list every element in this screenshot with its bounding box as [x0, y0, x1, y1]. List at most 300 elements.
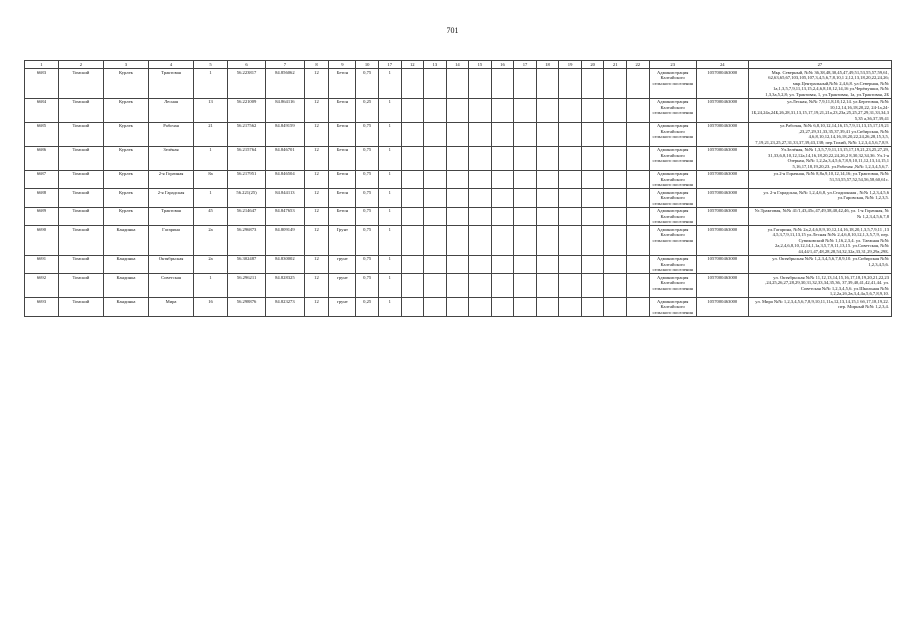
street-cell: Зелёная: [149, 146, 194, 170]
surface-cell: Бетон: [329, 69, 356, 99]
row-number: 6686: [25, 146, 59, 170]
row-number: 6688: [25, 189, 59, 208]
column-header: 24: [696, 61, 748, 69]
empty-cell: [491, 226, 514, 256]
empty-cell: [469, 226, 492, 256]
empty-cell: [469, 146, 492, 170]
street-cell: Рабочая: [149, 122, 194, 146]
empty-cell: [401, 122, 424, 146]
district-cell: Томский: [58, 255, 103, 274]
width-cell: 12: [304, 170, 329, 189]
street-cell: Трактовая: [149, 69, 194, 99]
street-cell: Советская: [149, 274, 194, 298]
table-body: [25, 69, 892, 317]
row-number: 6687: [25, 170, 59, 189]
empty-cell: [514, 255, 537, 274]
column-header: 18: [536, 61, 559, 69]
empty-cell: [446, 298, 469, 317]
column-header: 20: [581, 61, 604, 69]
column-header: 5: [194, 61, 228, 69]
empty-cell: [401, 98, 424, 122]
surface-cell: Бетон: [329, 189, 356, 208]
empty-cell: [604, 170, 627, 189]
empty-cell: [401, 226, 424, 256]
empty-cell: [514, 122, 537, 146]
empty-cell: [469, 274, 492, 298]
table-row: [25, 170, 892, 189]
column-header: 22: [626, 61, 649, 69]
length-cell: 0,25: [356, 98, 379, 122]
house-cell: 45: [194, 207, 228, 226]
street-cell: Гагарина: [149, 226, 194, 256]
empty-cell: [424, 170, 447, 189]
ogrn-cell: 1057000463000: [696, 146, 748, 170]
empty-cell: [514, 170, 537, 189]
empty-cell: [446, 69, 469, 99]
empty-cell: [491, 298, 514, 317]
longitude-cell: 84.844113: [266, 189, 304, 208]
empty-cell: [626, 146, 649, 170]
owner-cell: Администрация Калтайского сельского поселения: [649, 298, 696, 317]
empty-cell: [536, 207, 559, 226]
row-number: 6684: [25, 98, 59, 122]
empty-cell: [559, 298, 582, 317]
width-cell: 12: [304, 98, 329, 122]
empty-cell: [446, 146, 469, 170]
empty-cell: [446, 122, 469, 146]
district-cell: Томский: [58, 98, 103, 122]
column-header: 15: [469, 61, 492, 69]
column-header: 17: [514, 61, 537, 69]
street-cell: Трактовая: [149, 207, 194, 226]
empty-cell: [581, 146, 604, 170]
empty-cell: [446, 207, 469, 226]
district-cell: Томский: [58, 189, 103, 208]
surface-cell: Бетон: [329, 122, 356, 146]
district-cell: Томский: [58, 207, 103, 226]
category-cell: 1: [378, 69, 401, 99]
empty-cell: [604, 98, 627, 122]
table-row: [25, 255, 892, 274]
owner-cell: Администрация Калтайского сельского поселения: [649, 207, 696, 226]
longitude-cell: 84.856062: [266, 69, 304, 99]
settlement-cell: Курлек: [103, 170, 148, 189]
empty-cell: [469, 298, 492, 317]
empty-cell: [581, 189, 604, 208]
width-cell: 12: [304, 207, 329, 226]
column-header: 12: [401, 61, 424, 69]
category-cell: 1: [378, 274, 401, 298]
length-cell: 0,75: [356, 274, 379, 298]
width-cell: 12: [304, 146, 329, 170]
empty-cell: [604, 255, 627, 274]
width-cell: 12: [304, 298, 329, 317]
house-cell: 16: [194, 298, 228, 317]
addresses-cell: ул. Мира №№ 1,2,3,4,5,6,7,8,9,10,11,11а,12,13,14,15,1 6б,17,18,19,22. пер. Мирный №№ 1,2,3,4.: [748, 298, 891, 317]
owner-cell: Администрация Калтайского сельского поселения: [649, 255, 696, 274]
empty-cell: [491, 146, 514, 170]
empty-cell: [536, 122, 559, 146]
empty-cell: [491, 69, 514, 99]
addresses-cell: ул. 2-я Гарадская, №№ 1,2,4,6,8, ул.Стадионная , №№ 1,2,3,4,5,6 ул.Гаровская, №№ 1,2,3,5.: [748, 189, 891, 208]
ogrn-cell: 1057000463000: [696, 255, 748, 274]
longitude-cell: 84.849159: [266, 122, 304, 146]
empty-cell: [581, 122, 604, 146]
empty-cell: [514, 69, 537, 99]
settlement-cell: Курлек: [103, 122, 148, 146]
empty-cell: [491, 189, 514, 208]
column-header: 9: [329, 61, 356, 69]
width-cell: 12: [304, 274, 329, 298]
empty-cell: [446, 189, 469, 208]
column-header: 4: [149, 61, 194, 69]
empty-cell: [424, 298, 447, 317]
column-header: 27: [748, 61, 891, 69]
empty-cell: [626, 189, 649, 208]
table-row: [25, 146, 892, 170]
width-cell: 12: [304, 69, 329, 99]
column-header: 3: [103, 61, 148, 69]
empty-cell: [514, 207, 537, 226]
row-number: 6692: [25, 274, 59, 298]
empty-cell: [604, 207, 627, 226]
empty-cell: [536, 255, 559, 274]
settlement-cell: Кандинка: [103, 255, 148, 274]
empty-cell: [581, 298, 604, 317]
empty-cell: [559, 146, 582, 170]
row-number: 6690: [25, 226, 59, 256]
empty-cell: [401, 146, 424, 170]
settlement-cell: Курлек: [103, 207, 148, 226]
settlement-cell: Кандинка: [103, 298, 148, 317]
addresses-cell: Ул.Зелёная, №№ 1,3,5,7,9,11,13,15,17,19,21,23,25,27,29, 31,33,6,8,10,12,12а,14,16,18,20,22,24,26,2 8,30,32,34,36. Ул.1-я Озерная, №№ 1,2,2а,3,4,5,6,7,8,9,10,11,12,13,14,15,1 5,16,17,18,19,20,23. ул.Рабочая ,№№ 1,2,3,4,5,6,7.: [748, 146, 891, 170]
width-cell: 12: [304, 226, 329, 256]
table-row: [25, 226, 892, 256]
longitude-cell: 84.846504: [266, 170, 304, 189]
empty-cell: [491, 207, 514, 226]
empty-cell: [536, 298, 559, 317]
header-row: [25, 61, 892, 69]
row-number: 6693: [25, 298, 59, 317]
length-cell: 0,75: [356, 122, 379, 146]
house-cell: 2а: [194, 255, 228, 274]
empty-cell: [626, 122, 649, 146]
empty-cell: [401, 207, 424, 226]
category-cell: 1: [378, 146, 401, 170]
settlement-cell: Курлек: [103, 69, 148, 99]
settlement-cell: Курлек: [103, 146, 148, 170]
width-cell: 12: [304, 122, 329, 146]
ogrn-cell: 1057000463000: [696, 298, 748, 317]
owner-cell: Администрация Калтайского сельского поселения: [649, 146, 696, 170]
ogrn-cell: 1057000463000: [696, 189, 748, 208]
table-row: [25, 69, 892, 99]
empty-cell: [581, 170, 604, 189]
empty-cell: [401, 170, 424, 189]
empty-cell: [446, 274, 469, 298]
empty-cell: [581, 226, 604, 256]
empty-cell: [514, 189, 537, 208]
column-header: 10: [356, 61, 379, 69]
empty-cell: [491, 98, 514, 122]
addresses-cell: Ул.Трактовая, №№ 41/1,43,45с,47,49,38,40,42,46, ул. 1-я Горачная, №№ 1,2,3,4,5,6,7,8: [748, 207, 891, 226]
district-cell: Томский: [58, 122, 103, 146]
surface-cell: Бетон: [329, 207, 356, 226]
empty-cell: [626, 226, 649, 256]
longitude-cell: 84.846701: [266, 146, 304, 170]
district-cell: Томский: [58, 226, 103, 256]
settlement-cell: Кандинка: [103, 274, 148, 298]
length-cell: 0,75: [356, 255, 379, 274]
length-cell: 0,75: [356, 226, 379, 256]
column-header: 14: [446, 61, 469, 69]
empty-cell: [536, 98, 559, 122]
table-row: [25, 298, 892, 317]
empty-cell: [626, 298, 649, 317]
empty-cell: [401, 189, 424, 208]
empty-cell: [424, 255, 447, 274]
empty-cell: [581, 255, 604, 274]
house-cell: 21: [194, 122, 228, 146]
street-cell: 2-я Гарадская: [149, 189, 194, 208]
longitude-cell: 84.830002: [266, 255, 304, 274]
row-number: 6685: [25, 122, 59, 146]
empty-cell: [559, 226, 582, 256]
empty-cell: [424, 274, 447, 298]
house-cell: 2а: [194, 226, 228, 256]
latitude-cell: 56.296211: [227, 274, 265, 298]
house-cell: 1: [194, 189, 228, 208]
empty-cell: [536, 146, 559, 170]
empty-cell: [469, 189, 492, 208]
house-cell: 8а: [194, 170, 228, 189]
empty-cell: [469, 122, 492, 146]
column-header: 16: [491, 61, 514, 69]
owner-cell: Администрация Калтайского сельского поселения: [649, 122, 696, 146]
longitude-cell: 84.847653: [266, 207, 304, 226]
latitude-cell: 56.217562: [227, 122, 265, 146]
addresses-cell: ул.2-я Горачная, №№ 8,8а,9,10,12,14,16; ул.Трактовая, №№ 51,53,55,57,52,54,56,58,60,61с.: [748, 170, 891, 189]
latitude-cell: 56.223817: [227, 69, 265, 99]
empty-cell: [626, 170, 649, 189]
addresses-cell: ул. Октябрьская №№ 1,2,3,4,5,6,7,8,9,10. ул.Сибирская №№ 1,2,3,4,5,6.: [748, 255, 891, 274]
ogrn-cell: 1057000463000: [696, 226, 748, 256]
empty-cell: [424, 122, 447, 146]
table-row: [25, 207, 892, 226]
category-cell: 1: [378, 170, 401, 189]
street-cell: Лесная: [149, 98, 194, 122]
empty-cell: [424, 98, 447, 122]
column-header: 13: [424, 61, 447, 69]
empty-cell: [491, 274, 514, 298]
owner-cell: Администрация Калтайского сельского поселения: [649, 69, 696, 99]
empty-cell: [559, 274, 582, 298]
empty-cell: [446, 255, 469, 274]
column-header: 17: [378, 61, 401, 69]
empty-cell: [581, 207, 604, 226]
empty-cell: [514, 98, 537, 122]
surface-cell: грунт: [329, 298, 356, 317]
empty-cell: [424, 146, 447, 170]
length-cell: 0,25: [356, 298, 379, 317]
category-cell: 1: [378, 122, 401, 146]
district-cell: Томский: [58, 274, 103, 298]
category-cell: 1: [378, 298, 401, 317]
column-header: 6: [227, 61, 265, 69]
empty-cell: [401, 255, 424, 274]
empty-cell: [581, 69, 604, 99]
category-cell: 1: [378, 226, 401, 256]
empty-cell: [536, 274, 559, 298]
empty-cell: [424, 226, 447, 256]
empty-cell: [491, 255, 514, 274]
house-cell: 1: [194, 274, 228, 298]
ogrn-cell: 1057000463000: [696, 170, 748, 189]
length-cell: 0,75: [356, 207, 379, 226]
empty-cell: [424, 69, 447, 99]
empty-cell: [514, 226, 537, 256]
empty-cell: [559, 122, 582, 146]
row-number: 6683: [25, 69, 59, 99]
empty-cell: [604, 226, 627, 256]
latitude-cell: 56.221(25): [227, 189, 265, 208]
empty-cell: [604, 298, 627, 317]
table-row: [25, 122, 892, 146]
empty-cell: [626, 255, 649, 274]
empty-cell: [491, 122, 514, 146]
surface-cell: Бетон: [329, 98, 356, 122]
empty-cell: [469, 98, 492, 122]
column-header: 19: [559, 61, 582, 69]
empty-cell: [626, 69, 649, 99]
empty-cell: [581, 274, 604, 298]
length-cell: 0,75: [356, 146, 379, 170]
column-header: 1: [25, 61, 59, 69]
addresses-cell: Мкр. Северный, №№ 36,38,48,30,45,47,49,51,53,55,57,59,61, 62,63,65,67,103,105,107,3,4,5,6,7,8,10,1 2,12,13,18,20,22,24,26; мкр.Центральный,№№ 2,4,6,8. ул.Северная, №№ 1а,1,3,5,7,9,11,13,15,2,4,6,8,10,12,14,16 ул.Черёмушки, №№ 1,3,3а,5,2,8; ул. Трактовая, 1, ул.Трактовая, 1а, ул.Трактовая, 2Б: [748, 69, 891, 99]
length-cell: 0,75: [356, 170, 379, 189]
length-cell: 0,75: [356, 69, 379, 99]
category-cell: 1: [378, 255, 401, 274]
category-cell: 1: [378, 189, 401, 208]
empty-cell: [536, 189, 559, 208]
settlement-cell: Курлек: [103, 189, 148, 208]
empty-cell: [446, 98, 469, 122]
empty-cell: [559, 98, 582, 122]
latitude-cell: 56.296873: [227, 226, 265, 256]
ogrn-cell: 1057000463000: [696, 274, 748, 298]
street-cell: 2-я Горачная: [149, 170, 194, 189]
owner-cell: Администрация Калтайского сельского поселения: [649, 274, 696, 298]
empty-cell: [424, 189, 447, 208]
longitude-cell: 84.828325: [266, 274, 304, 298]
empty-cell: [514, 298, 537, 317]
empty-cell: [491, 170, 514, 189]
empty-cell: [559, 207, 582, 226]
addresses-cell: ул.Рабочая, №№ 6,8,10,12,14,16,15,7,9,11,13,15,17,19,21 ,23,27,29,31,33,35,37,39,41 ул.Сибирская, №№ 4,6,8,10,12,14,16,18,20,22,24,26,28,15,3,5, 7,19,21,23,25,27,31,33,37,39,43,138; пер.Тихий, №№ 1,2,3,4,5,6,7,8,9.: [748, 122, 891, 146]
house-cell: 1: [194, 146, 228, 170]
house-cell: 13: [194, 98, 228, 122]
empty-cell: [446, 170, 469, 189]
latitude-cell: 56.221009: [227, 98, 265, 122]
empty-cell: [604, 69, 627, 99]
surface-cell: грунт: [329, 255, 356, 274]
column-header: 8: [304, 61, 329, 69]
empty-cell: [604, 122, 627, 146]
empty-cell: [536, 226, 559, 256]
latitude-cell: 56.215764: [227, 146, 265, 170]
column-header: 2: [58, 61, 103, 69]
empty-cell: [469, 170, 492, 189]
page-number: 701: [446, 26, 459, 35]
empty-cell: [536, 69, 559, 99]
latitude-cell: 56.298876: [227, 298, 265, 317]
width-cell: 12: [304, 189, 329, 208]
empty-cell: [401, 298, 424, 317]
category-cell: 1: [378, 207, 401, 226]
owner-cell: Администрация Калтайского сельского поселения: [649, 98, 696, 122]
settlement-cell: Кандинка: [103, 226, 148, 256]
empty-cell: [626, 98, 649, 122]
empty-cell: [469, 207, 492, 226]
table-row: [25, 274, 892, 298]
surface-cell: Бетон: [329, 170, 356, 189]
empty-cell: [424, 207, 447, 226]
empty-cell: [514, 146, 537, 170]
ogrn-cell: 1057000463000: [696, 207, 748, 226]
row-number: 6689: [25, 207, 59, 226]
column-header: 23: [649, 61, 696, 69]
surface-cell: грунт: [329, 274, 356, 298]
surface-cell: Бетон: [329, 146, 356, 170]
empty-cell: [469, 69, 492, 99]
street-cell: Мира: [149, 298, 194, 317]
empty-cell: [581, 98, 604, 122]
latitude-cell: 56.214647: [227, 207, 265, 226]
empty-cell: [536, 170, 559, 189]
addresses-cell: ул.Гагарина, №№ 2а,2,4,6,8,9,10,12,14,16,18,20,1,3,5,7,9,11 ,13 4,5,3,7,9,11,13,15 ул.Лесная №№ 2,4,6,8,10,12,1,3,5,7,9, пер. Сувиковский №№ 1,16,2,3,4. ул. Таежная №№ 2а,2,4,6,8,10,12,14,1,1а,3,5,7,9,11,13,15. ул.Советская, №№ 44,44/1,47,48,28,28,54,32,32а,33,31,29,29а,29Б.: [748, 226, 891, 256]
district-cell: Томский: [58, 170, 103, 189]
street-cell: Октябрьская: [149, 255, 194, 274]
column-header: 7: [266, 61, 304, 69]
empty-cell: [401, 69, 424, 99]
district-cell: Томский: [58, 69, 103, 99]
empty-cell: [469, 255, 492, 274]
ogrn-cell: 1057000463000: [696, 98, 748, 122]
settlement-cell: Курлек: [103, 98, 148, 122]
road-registry-table: [24, 60, 892, 317]
empty-cell: [604, 189, 627, 208]
owner-cell: Администрация Калтайского сельского поселения: [649, 226, 696, 256]
empty-cell: [559, 170, 582, 189]
empty-cell: [604, 146, 627, 170]
category-cell: 1: [378, 98, 401, 122]
owner-cell: Администрация Калтайского сельского поселения: [649, 189, 696, 208]
longitude-cell: 84.809149: [266, 226, 304, 256]
ogrn-cell: 1057000463000: [696, 122, 748, 146]
empty-cell: [559, 255, 582, 274]
longitude-cell: 84.864116: [266, 98, 304, 122]
latitude-cell: 56.302487: [227, 255, 265, 274]
empty-cell: [559, 189, 582, 208]
table-row: [25, 189, 892, 208]
addresses-cell: ул.Лесная, №№ 7,9,11,8,10,12,14. ул.Береговая, №№ 10,12,14,16,18,20,22, 24-1а,24-1Б,24,24а,24Б,26,28,31,13,15,17,19,21,21а,23,23а,25,25,27,29,31,33,34,35,35 а,36,37,39,41: [748, 98, 891, 122]
row-number: 6691: [25, 255, 59, 274]
longitude-cell: 84.823273: [266, 298, 304, 317]
width-cell: 12: [304, 255, 329, 274]
surface-cell: Грунт: [329, 226, 356, 256]
latitude-cell: 56.217951: [227, 170, 265, 189]
district-cell: Томский: [58, 146, 103, 170]
